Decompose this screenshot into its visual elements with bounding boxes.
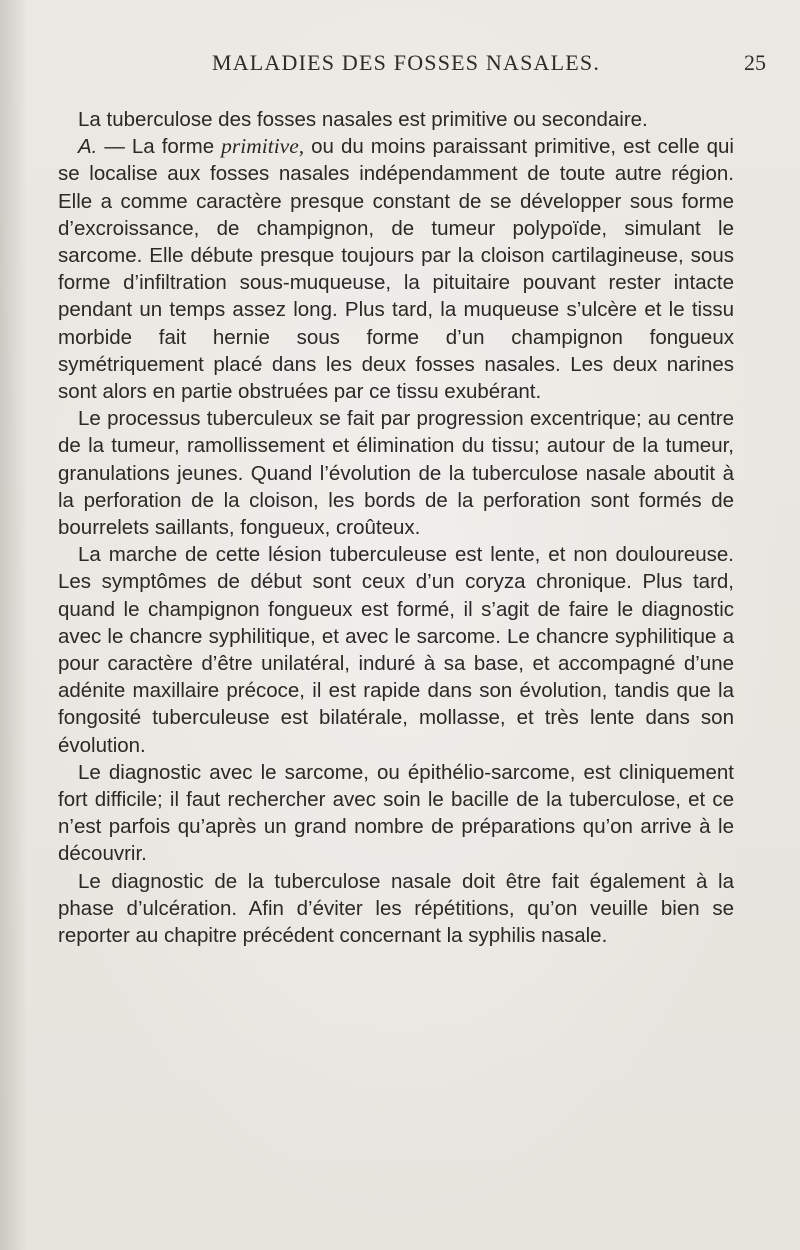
- body-text: [58, 106, 734, 949]
- emphasis-primitive: primitive,: [221, 134, 305, 159]
- section-letter: A.: [78, 135, 98, 159]
- running-title: MALADIES DES FOSSES NASALES.: [211, 50, 601, 75]
- paragraph-intro: La tuberculose des fosses nasales est primitive ou secondaire.: [78, 108, 648, 131]
- paragraph-process: Le processus tuberculeux se fait par progression excentrique; au centre de la tumeur, ramollissement et élimination du tissu; autour de la tumeur, granulations jeunes. Quand l’évolution de la tuberculose nasale aboutit à la perforation de la cloison, les bords de la perforation sont formés de bourrelets saillants, fongueux, croûteux.: [58, 407, 734, 540]
- page-gutter-shadow: [0, 0, 28, 1250]
- paragraph-text: ou du moins paraissant primitive, est celle qui se localise aux fosses nasales indépendamment de toute autre région. Elle a comme caractère presque constant de se développer sous forme d’excroissance, de champignon, de tumeur polypoïde, simulant le sarcome. Elle débute presque toujours par la cloison cartilagineuse, sous forme d’infiltration sous-muqueuse, la pituitaire pouvant rester intacte pendant un temps assez long. Plus tard, la muqueuse s’ulcère et le tissu morbide fait hernie sous forme d’un champignon fongueux symétriquement placé dans les deux fosses nasales. Les deux narines sont alors en partie obstruées par ce tissu exubérant.: [58, 135, 734, 404]
- paragraph-sarcoma-diagnosis: Le diagnostic avec le sarcome, ou épithélio-sarcome, est cliniquement fort difficile; il faut rechercher avec soin le bacille de la tuberculose, et ce n’est parfois qu’après un grand nombre de préparations qu’on arrive à le découvrir.: [58, 760, 734, 866]
- paragraph-primitive-form: [58, 133, 734, 405]
- running-head: [96, 50, 766, 86]
- paragraph-ulceration-diagnosis: Le diagnostic de la tuberculose nasale doit être fait également à la phase d’ulcération. Afin d’éviter les répétitions, qu’on veuille bien se reporter au chapitre précédent concernant la syphilis nasale.: [58, 869, 734, 948]
- page-number: 25: [744, 50, 766, 75]
- paragraph-text: — La forme: [97, 135, 222, 159]
- paragraph-progression: La marche de cette lésion tuberculeuse est lente, et non douloureuse. Les symptômes de début sont ceux d’un coryza chronique. Plus tard, quand le champignon fongueux est formé, il s’agit de faire le diagnostic avec le chancre syphilitique, et avec le sarcome. Le chancre syphilitique a pour caractère d’être unilatéral, induré à sa base, et accompagné d’une adénite maxillaire précoce, il est rapide dans son évolution, tandis que la fongosité tuberculeuse est bilatérale, mollasse, et très lente dans son évolution.: [58, 543, 734, 757]
